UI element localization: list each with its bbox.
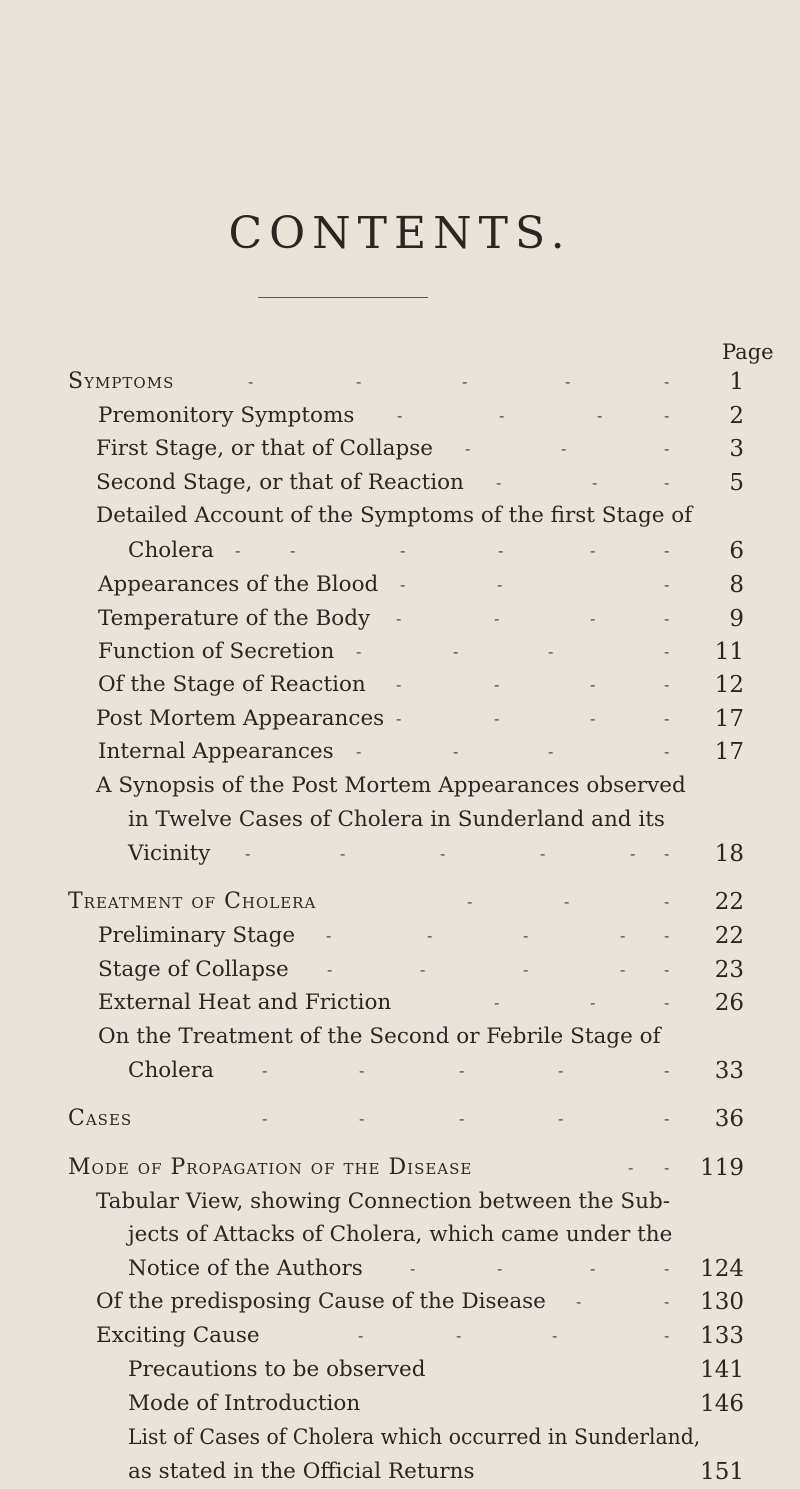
toc-entry xyxy=(0,499,800,533)
toc-entry-title: Vicinity xyxy=(128,841,211,866)
toc-entry-page: 33 xyxy=(714,1058,744,1084)
leader-dash: - xyxy=(664,993,670,1012)
leader-dash: - xyxy=(664,406,670,425)
leader-dash: - xyxy=(664,1326,670,1345)
leader-dash: - xyxy=(456,1326,462,1345)
toc-entry-page: 22 xyxy=(714,889,744,915)
leader-dash: - xyxy=(523,926,529,945)
leader-dash: - xyxy=(498,541,504,560)
leader-dash: - xyxy=(540,844,546,863)
leader-dash: - xyxy=(453,742,459,761)
toc-entry xyxy=(0,534,800,568)
leader-dash: - xyxy=(576,1292,582,1311)
toc-entry-title: Treatment of Cholera xyxy=(68,889,317,914)
toc-entry-page: 17 xyxy=(714,739,744,765)
leader-dash: - xyxy=(494,993,500,1012)
leader-dash: - xyxy=(245,844,251,863)
toc-entry xyxy=(0,1020,800,1054)
toc-entry xyxy=(0,399,800,433)
toc-entry xyxy=(0,986,800,1020)
leader-dash: - xyxy=(590,1259,596,1278)
leader-dash: - xyxy=(410,1259,416,1278)
toc-entry-page: 26 xyxy=(714,990,744,1016)
leader-dash: - xyxy=(590,993,596,1012)
toc-entry-title: Mode of Introduction xyxy=(128,1391,361,1416)
leader-dash: - xyxy=(358,1326,364,1345)
leader-dash: - xyxy=(262,1109,268,1128)
toc-entry xyxy=(0,803,800,837)
leader-dash: - xyxy=(664,844,670,863)
toc-entry xyxy=(0,885,800,919)
toc-entry xyxy=(0,1353,800,1387)
toc-entry-title: List of Cases of Cholera which occurred in Sunderland, xyxy=(128,1425,701,1450)
toc-entry xyxy=(0,1102,800,1136)
toc-entry-page: 2 xyxy=(729,403,744,429)
toc-entry xyxy=(0,1252,800,1286)
toc-entry xyxy=(0,1151,800,1185)
toc-entry-title: Precautions to be observed xyxy=(128,1357,426,1382)
toc-entry xyxy=(0,837,800,871)
toc-entry-page: 22 xyxy=(714,923,744,949)
toc-entry xyxy=(0,1455,800,1489)
leader-dash: - xyxy=(467,892,473,911)
toc-entry-title: Cases xyxy=(68,1106,133,1131)
leader-dash: - xyxy=(664,1292,670,1311)
leader-dash: - xyxy=(494,609,500,628)
leader-dash: - xyxy=(453,642,459,661)
toc-entry-title: A Synopsis of the Post Mortem Appearances observed xyxy=(96,773,686,798)
toc-entry-title: External Heat and Friction xyxy=(98,990,392,1015)
toc-entry-page: 23 xyxy=(714,957,744,983)
toc-entry-page: 130 xyxy=(700,1289,744,1315)
leader-dash: - xyxy=(597,406,603,425)
leader-dash: - xyxy=(327,960,333,979)
toc-entry-page: 12 xyxy=(714,672,744,698)
leader-dash: - xyxy=(590,609,596,628)
toc-entry xyxy=(0,1285,800,1319)
toc-entry xyxy=(0,702,800,736)
toc-entry-page: 18 xyxy=(714,841,744,867)
toc-entry-title: Exciting Cause xyxy=(96,1323,260,1348)
leader-dash: - xyxy=(499,406,505,425)
toc-entry-title: Appearances of the Blood xyxy=(98,572,379,597)
leader-dash: - xyxy=(558,1061,564,1080)
leader-dash: - xyxy=(664,1158,670,1177)
toc-entry-title: Function of Secretion xyxy=(98,639,335,664)
toc-entry-page: 8 xyxy=(729,572,744,598)
leader-dash: - xyxy=(590,675,596,694)
toc-entry xyxy=(0,602,800,636)
leader-dash: - xyxy=(235,541,241,560)
toc-entry-page: 124 xyxy=(700,1256,744,1282)
leader-dash: - xyxy=(664,960,670,979)
leader-dash: - xyxy=(397,406,403,425)
toc-entry-title: in Twelve Cases of Cholera in Sunderland and its xyxy=(128,807,665,832)
leader-dash: - xyxy=(356,372,362,391)
leader-dash: - xyxy=(664,541,670,560)
leader-dash: - xyxy=(664,926,670,945)
leader-dash: - xyxy=(628,1158,634,1177)
leader-dash: - xyxy=(552,1326,558,1345)
leader-dash: - xyxy=(590,709,596,728)
toc-entry-title: Preliminary Stage xyxy=(98,923,296,948)
leader-dash: - xyxy=(459,1061,465,1080)
leader-dash: - xyxy=(664,675,670,694)
toc-entry-title: On the Treatment of the Second or Febrile Stage of xyxy=(98,1024,661,1049)
toc-entry-page: 151 xyxy=(700,1459,744,1485)
leader-dash: - xyxy=(356,642,362,661)
toc-entry xyxy=(0,1185,800,1219)
toc-entry xyxy=(0,1421,800,1455)
leader-dash: - xyxy=(664,1259,670,1278)
toc-entry-page: 3 xyxy=(729,436,744,462)
leader-dash: - xyxy=(497,575,503,594)
toc-entry-page: 9 xyxy=(729,606,744,632)
toc-entry-title: Cholera xyxy=(128,538,214,563)
toc-entry-title: Tabular View, showing Connection between the Sub- xyxy=(96,1189,671,1214)
toc-entry xyxy=(0,1319,800,1353)
leader-dash: - xyxy=(664,575,670,594)
leader-dash: - xyxy=(262,1061,268,1080)
leader-dash: - xyxy=(497,1259,503,1278)
toc-entry xyxy=(0,365,800,399)
toc-entry-title: as stated in the Official Returns xyxy=(128,1459,475,1484)
leader-dash: - xyxy=(459,1109,465,1128)
toc-entry xyxy=(0,432,800,466)
toc-entry xyxy=(0,568,800,602)
toc-entry-title: First Stage, or that of Collapse xyxy=(96,436,433,461)
leader-dash: - xyxy=(548,742,554,761)
leader-dash: - xyxy=(630,844,636,863)
leader-dash: - xyxy=(620,926,626,945)
toc-entry xyxy=(0,953,800,987)
leader-dash: - xyxy=(561,439,567,458)
leader-dash: - xyxy=(664,439,670,458)
leader-dash: - xyxy=(356,742,362,761)
leader-dash: - xyxy=(620,960,626,979)
toc-entry-title: Second Stage, or that of Reaction xyxy=(96,470,464,495)
toc-entry-page: 36 xyxy=(714,1106,744,1132)
toc-entry-title: Of the Stage of Reaction xyxy=(98,672,366,697)
leader-dash: - xyxy=(592,473,598,492)
toc-entry-title: Internal Appearances xyxy=(98,739,334,764)
toc-entry-page: 5 xyxy=(729,470,744,496)
toc-entry xyxy=(0,466,800,500)
leader-dash: - xyxy=(564,892,570,911)
toc-entry xyxy=(0,735,800,769)
toc-entry-title: Cholera xyxy=(128,1058,214,1083)
leader-dash: - xyxy=(427,926,433,945)
toc-entry-page: 141 xyxy=(700,1357,744,1383)
leader-dash: - xyxy=(440,844,446,863)
toc-entry xyxy=(0,919,800,953)
toc-entry-page: 6 xyxy=(729,538,744,564)
leader-dash: - xyxy=(340,844,346,863)
page-title: CONTENTS. xyxy=(228,208,572,259)
toc-entry-title: Premonitory Symptoms xyxy=(98,403,355,428)
leader-dash: - xyxy=(558,1109,564,1128)
leader-dash: - xyxy=(494,709,500,728)
toc-entry-title: Detailed Account of the Symptoms of the first Stage of xyxy=(96,503,693,528)
leader-dash: - xyxy=(496,473,502,492)
leader-dash: - xyxy=(664,609,670,628)
leader-dash: - xyxy=(400,541,406,560)
leader-dash: - xyxy=(326,926,332,945)
toc-entry-page: 11 xyxy=(714,639,744,665)
leader-dash: - xyxy=(523,960,529,979)
toc-entry xyxy=(0,1218,800,1252)
toc-entry-title: Symptoms xyxy=(68,369,175,394)
leader-dash: - xyxy=(290,541,296,560)
toc-entry xyxy=(0,769,800,803)
leader-dash: - xyxy=(359,1109,365,1128)
leader-dash: - xyxy=(396,675,402,694)
leader-dash: - xyxy=(664,473,670,492)
leader-dash: - xyxy=(664,372,670,391)
leader-dash: - xyxy=(664,709,670,728)
toc-entry-page: 119 xyxy=(700,1155,744,1181)
leader-dash: - xyxy=(590,541,596,560)
page-column-header: Page xyxy=(722,340,774,364)
toc-entry-title: jects of Attacks of Cholera, which came under the xyxy=(128,1222,673,1247)
leader-dash: - xyxy=(565,372,571,391)
toc-entry-title: Temperature of the Body xyxy=(98,606,371,631)
toc-entry xyxy=(0,1054,800,1088)
leader-dash: - xyxy=(396,709,402,728)
leader-dash: - xyxy=(400,575,406,594)
leader-dash: - xyxy=(248,372,254,391)
toc-entry-page: 146 xyxy=(700,1391,744,1417)
toc-entry-title: Post Mortem Appearances xyxy=(96,706,385,731)
toc-entry-page: 1 xyxy=(729,369,744,395)
toc-entry-title: Notice of the Authors xyxy=(128,1256,363,1281)
leader-dash: - xyxy=(420,960,426,979)
leader-dash: - xyxy=(664,1061,670,1080)
toc-entry-page: 133 xyxy=(700,1323,744,1349)
leader-dash: - xyxy=(465,439,471,458)
leader-dash: - xyxy=(359,1061,365,1080)
toc-entry-page: 17 xyxy=(714,706,744,732)
toc-entry-title: Mode of Propagation of the Disease xyxy=(68,1155,473,1180)
toc-entry-title: Stage of Collapse xyxy=(98,957,289,982)
leader-dash: - xyxy=(548,642,554,661)
title-divider xyxy=(258,297,428,298)
leader-dash: - xyxy=(664,742,670,761)
leader-dash: - xyxy=(396,609,402,628)
toc-entry xyxy=(0,1387,800,1421)
leader-dash: - xyxy=(494,675,500,694)
leader-dash: - xyxy=(664,642,670,661)
leader-dash: - xyxy=(664,892,670,911)
toc-entry-title: Of the predisposing Cause of the Disease xyxy=(96,1289,546,1314)
leader-dash: - xyxy=(664,1109,670,1128)
leader-dash: - xyxy=(462,372,468,391)
toc-entry xyxy=(0,668,800,702)
toc-entry xyxy=(0,635,800,669)
